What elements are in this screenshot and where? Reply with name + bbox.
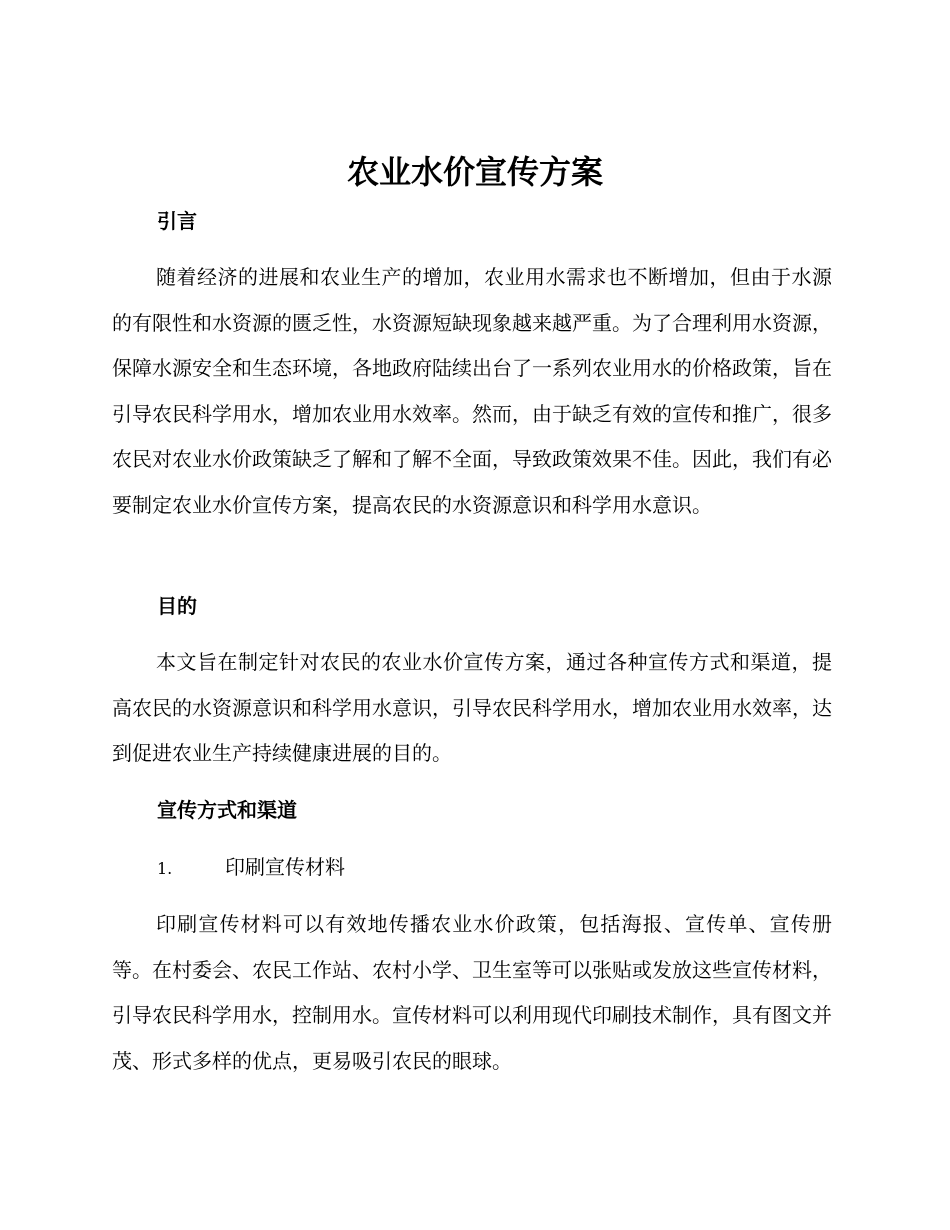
section-heading-purpose: 目的 (157, 594, 197, 618)
purpose-paragraph: 本文旨在制定针对农民的农业水价宣传方案，通过各种宣传方式和渠道，提高农民的水资源意识和科学用水意识，引导农民科学用水，增加农业用水效率，达到促进农业生产持续健康进展的目的。 (112, 650, 832, 765)
intro-paragraph: 随着经济的进展和农业生产的增加，农业用水需求也不断增加，但由于水源的有限性和水资源的匮乏性，水资源短缺现象越来越严重。为了合理利用水资源，保障水源安全和生态环境，各地政府陆续出台了一系列农业用水的价格政策，旨在引导农民科学用水，增加农业用水效率。然而，由于缺乏有效的宣传和推广，很多农民对农业水价政策缺乏了解和了解不全面，导致政策效果不佳。因此，我们有必要制定农业水价宣传方案，提高农民的水资源意识和科学用水意识。 (112, 265, 832, 517)
list-item (157, 853, 345, 883)
list-item-number: 1. (157, 859, 173, 878)
list-item-label: 印刷宣传材料 (225, 855, 345, 879)
section-heading-channels: 宣传方式和渠道 (157, 798, 297, 822)
document-title: 农业水价宣传方案 (346, 153, 603, 191)
section-heading-intro: 引言 (157, 209, 197, 233)
list-item-paragraph: 印刷宣传材料可以有效地传播农业水价政策，包括海报、宣传单、宣传册等。在村委会、农民工作站、农村小学、卫生室等可以张贴或发放这些宣传材料，引导农民科学用水，控制用水。宣传材料可以利用现代印刷技术制作，具有图文并茂、形式多样的优点，更易吸引农民的眼球。 (112, 912, 832, 1073)
